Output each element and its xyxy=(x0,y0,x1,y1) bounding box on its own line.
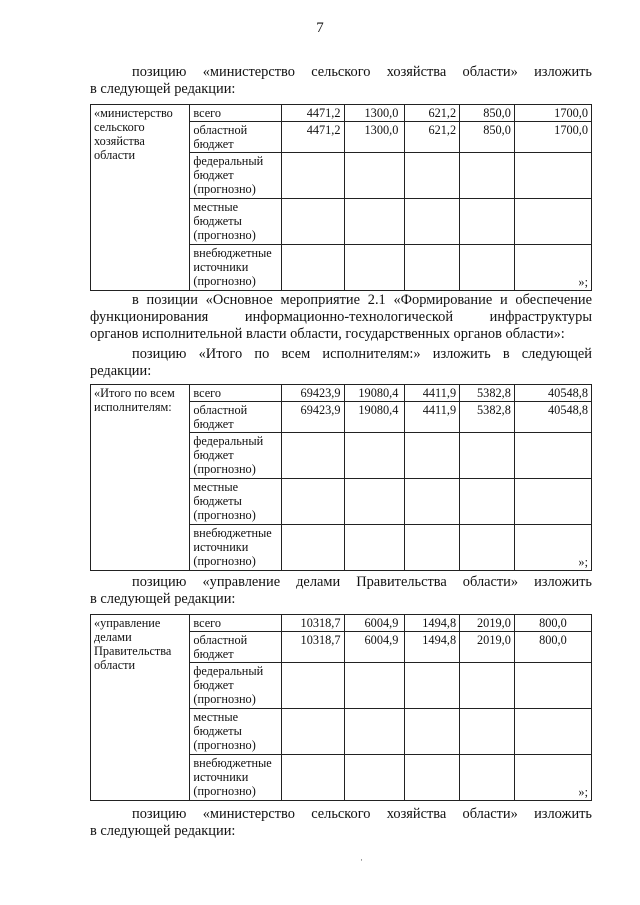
table-row xyxy=(91,105,592,122)
empty-cell xyxy=(281,245,344,291)
empty-cell xyxy=(460,199,515,245)
empty-cell xyxy=(344,153,405,199)
label-line: областной xyxy=(193,123,248,137)
label-line: (прогнозно) xyxy=(193,692,256,706)
executor-line: «министерство xyxy=(94,106,173,120)
empty-cell xyxy=(514,153,591,199)
paragraph-main-activity-end xyxy=(90,326,592,343)
value-cell: 6004,9 xyxy=(344,615,405,632)
source-extra-label xyxy=(190,525,281,571)
source-federal-label xyxy=(190,153,281,199)
empty-cell xyxy=(344,479,405,525)
executor-line: «Итого по всем xyxy=(94,386,175,400)
empty-cell xyxy=(514,709,591,755)
paragraph-government-affairs-cont xyxy=(90,591,592,608)
source-regional-label xyxy=(190,122,281,153)
executor-line: делами xyxy=(94,630,132,644)
value-cell: 800,0 xyxy=(514,632,591,663)
executor-cell xyxy=(91,105,190,291)
budget-table-total xyxy=(90,384,592,571)
paragraph-line: позицию «управление делами Правительства области» изложить xyxy=(132,574,592,590)
empty-cell xyxy=(281,709,344,755)
end-mark-cell xyxy=(514,245,591,291)
budget-table-government-affairs xyxy=(90,614,592,801)
closing-quote: »; xyxy=(578,555,588,569)
value-cell: 1300,0 xyxy=(344,122,405,153)
source-local-label xyxy=(190,479,281,525)
label-line: внебюджетные xyxy=(193,526,272,540)
source-extra-label xyxy=(190,755,281,801)
empty-cell xyxy=(460,479,515,525)
empty-cell xyxy=(281,755,344,801)
paragraph-line: органов исполнительной власти области, государственных органов области»: xyxy=(90,326,565,342)
label-line: внебюджетные xyxy=(193,756,272,770)
value-cell: 1700,0 xyxy=(514,122,591,153)
empty-cell xyxy=(281,153,344,199)
end-mark-cell xyxy=(514,755,591,801)
empty-cell xyxy=(460,709,515,755)
label-line: источники xyxy=(193,260,249,274)
value-cell: 69423,9 xyxy=(281,402,344,433)
empty-cell xyxy=(405,433,460,479)
empty-cell xyxy=(514,433,591,479)
source-regional-label xyxy=(190,402,281,433)
value-cell: 2019,0 xyxy=(460,615,515,632)
value-cell: 40548,8 xyxy=(514,385,591,402)
executor-cell xyxy=(91,615,190,801)
table-row xyxy=(91,385,592,402)
empty-cell xyxy=(405,479,460,525)
empty-cell xyxy=(460,433,515,479)
label-line: внебюджетные xyxy=(193,246,272,260)
label-line: бюджеты xyxy=(193,494,242,508)
scan-dot: · xyxy=(360,855,363,865)
executor-cell xyxy=(91,385,190,571)
value-cell: 5382,8 xyxy=(460,385,515,402)
paragraph-line: позицию «Итого по всем исполнителям:» изложить в следующей xyxy=(132,346,592,362)
empty-cell xyxy=(281,199,344,245)
empty-cell xyxy=(405,709,460,755)
value-cell: 800,0 xyxy=(514,615,591,632)
label-line: (прогнозно) xyxy=(193,228,256,242)
label-line: (прогнозно) xyxy=(193,784,256,798)
value-cell: 19080,4 xyxy=(344,385,405,402)
label-line: федеральный xyxy=(193,154,264,168)
empty-cell xyxy=(344,525,405,571)
empty-cell xyxy=(344,755,405,801)
value-cell: 4471,2 xyxy=(281,122,344,153)
empty-cell xyxy=(281,663,344,709)
empty-cell xyxy=(344,709,405,755)
executor-line: Правительства xyxy=(94,644,172,658)
label-line: (прогнозно) xyxy=(193,738,256,752)
label-line: местные xyxy=(193,710,239,724)
empty-cell xyxy=(281,433,344,479)
value-cell: 19080,4 xyxy=(344,402,405,433)
empty-cell xyxy=(460,663,515,709)
paragraph-government-affairs xyxy=(90,574,592,591)
label-line: федеральный xyxy=(193,434,264,448)
paragraph-main-activity-cont xyxy=(90,309,592,326)
empty-cell xyxy=(514,663,591,709)
value-cell: 621,2 xyxy=(405,105,460,122)
paragraph-line: позицию «министерство сельского хозяйства области» изложить xyxy=(132,64,592,80)
empty-cell xyxy=(514,479,591,525)
label-line: (прогнозно) xyxy=(193,554,256,568)
source-federal-label xyxy=(190,663,281,709)
empty-cell xyxy=(281,479,344,525)
paragraph-line: в следующей редакции: xyxy=(90,81,236,97)
empty-cell xyxy=(281,525,344,571)
value-cell: 5382,8 xyxy=(460,402,515,433)
label-line: местные xyxy=(193,480,239,494)
closing-quote: »; xyxy=(578,785,588,799)
paragraph-total xyxy=(90,346,592,363)
paragraph-line: редакции: xyxy=(90,363,152,379)
value-cell: 10318,7 xyxy=(281,632,344,663)
end-mark-cell xyxy=(514,525,591,571)
budget-table-agriculture xyxy=(90,104,592,291)
empty-cell xyxy=(460,525,515,571)
paragraph-total-cont xyxy=(90,363,592,380)
label-line: бюджеты xyxy=(193,214,242,228)
empty-cell xyxy=(344,199,405,245)
source-local-label xyxy=(190,709,281,755)
table-row xyxy=(91,615,592,632)
empty-cell xyxy=(344,245,405,291)
source-total-label: всего xyxy=(190,105,281,122)
paragraph-intro-1 xyxy=(90,64,592,81)
executor-line: исполнителям: xyxy=(94,400,172,414)
executor-line: «управление xyxy=(94,616,161,630)
value-cell: 2019,0 xyxy=(460,632,515,663)
empty-cell xyxy=(405,755,460,801)
label-line: бюджет xyxy=(193,647,234,661)
value-cell: 69423,9 xyxy=(281,385,344,402)
label-line: областной xyxy=(193,403,248,417)
label-line: федеральный xyxy=(193,664,264,678)
label-line: бюджеты xyxy=(193,724,242,738)
empty-cell xyxy=(405,153,460,199)
label-line: источники xyxy=(193,770,249,784)
source-extra-label xyxy=(190,245,281,291)
value-cell: 40548,8 xyxy=(514,402,591,433)
source-total-label: всего xyxy=(190,615,281,632)
empty-cell xyxy=(405,245,460,291)
paragraph-line: в позиции «Основное мероприятие 2.1 «Формирование и обеспечение xyxy=(132,292,592,308)
label-line: (прогнозно) xyxy=(193,274,256,288)
label-line: (прогнозно) xyxy=(193,462,256,476)
label-line: (прогнозно) xyxy=(193,182,256,196)
label-line: бюджет xyxy=(193,448,234,462)
value-cell: 850,0 xyxy=(460,105,515,122)
paragraph-intro-1-cont xyxy=(90,81,592,98)
value-cell: 850,0 xyxy=(460,122,515,153)
label-line: бюджет xyxy=(193,137,234,151)
empty-cell xyxy=(460,755,515,801)
paragraph-agriculture-2-cont xyxy=(90,823,592,840)
label-line: источники xyxy=(193,540,249,554)
label-line: (прогнозно) xyxy=(193,508,256,522)
paragraph-line: функционирования информационно-технологической инфраструктуры xyxy=(90,309,592,325)
label-line: местные xyxy=(193,200,239,214)
value-cell: 1494,8 xyxy=(405,632,460,663)
paragraph-agriculture-2 xyxy=(90,806,592,823)
value-cell: 4411,9 xyxy=(405,402,460,433)
paragraph-line: в следующей редакции: xyxy=(90,823,236,839)
value-cell: 4471,2 xyxy=(281,105,344,122)
closing-quote: »; xyxy=(578,275,588,289)
empty-cell xyxy=(344,433,405,479)
paragraph-line: в следующей редакции: xyxy=(90,591,236,607)
page-number: 7 xyxy=(316,20,324,36)
label-line: бюджет xyxy=(193,168,234,182)
empty-cell xyxy=(514,199,591,245)
source-local-label xyxy=(190,199,281,245)
value-cell: 4411,9 xyxy=(405,385,460,402)
value-cell: 10318,7 xyxy=(281,615,344,632)
empty-cell xyxy=(405,199,460,245)
paragraph-main-activity xyxy=(90,292,592,309)
executor-line: области xyxy=(94,658,136,672)
executor-line: хозяйства xyxy=(94,134,145,148)
value-cell: 1300,0 xyxy=(344,105,405,122)
label-line: бюджет xyxy=(193,417,234,431)
empty-cell xyxy=(460,153,515,199)
value-cell: 621,2 xyxy=(405,122,460,153)
empty-cell xyxy=(460,245,515,291)
empty-cell xyxy=(405,525,460,571)
label-line: областной xyxy=(193,633,248,647)
value-cell: 6004,9 xyxy=(344,632,405,663)
empty-cell xyxy=(405,663,460,709)
value-cell: 1494,8 xyxy=(405,615,460,632)
source-total-label: всего xyxy=(190,385,281,402)
empty-cell xyxy=(344,663,405,709)
paragraph-line: позицию «министерство сельского хозяйства области» изложить xyxy=(132,806,592,822)
source-federal-label xyxy=(190,433,281,479)
executor-line: области xyxy=(94,148,136,162)
label-line: бюджет xyxy=(193,678,234,692)
value-cell: 1700,0 xyxy=(514,105,591,122)
executor-line: сельского xyxy=(94,120,145,134)
source-regional-label xyxy=(190,632,281,663)
